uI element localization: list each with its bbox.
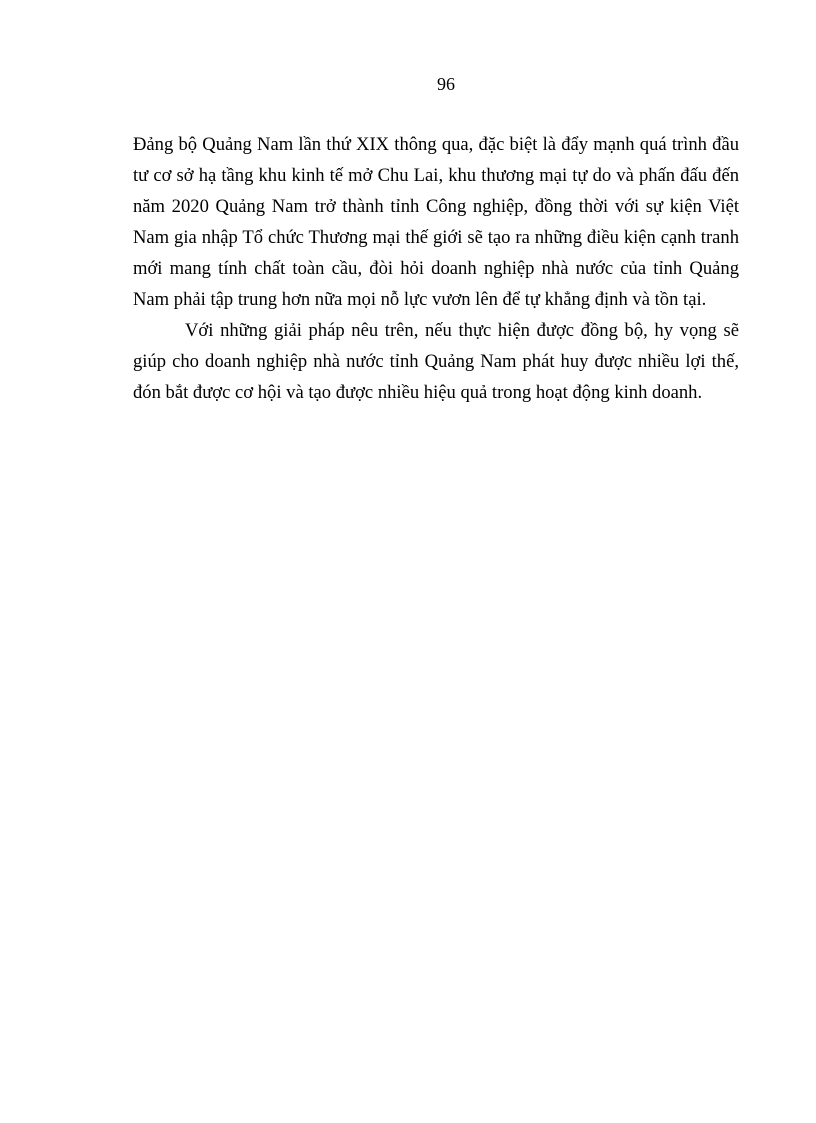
page-number: 96 xyxy=(437,74,455,94)
paragraph-continuation: Đảng bộ Quảng Nam lần thứ XIX thông qua, đặc biệt là đẩy mạnh quá trình đầu tư cơ sở hạ tầng khu kinh tế mở Chu Lai, khu thương mại tự do và phấn đấu đến năm 2020 Quảng Nam trở thành tỉnh Công nghiệp, đồng thời với sự kiện Việt Nam gia nhập Tổ chức Thương mại thế giới sẽ tạo ra những điều kiện cạnh tranh mới mang tính chất toàn cầu, đòi hỏi doanh nghiệp nhà nước của tỉnh Quảng Nam phải tập trung hơn nữa mọi nỗ lực vươn lên để tự khẳng định và tồn tại. xyxy=(133,134,739,310)
paragraph-conclusion: Với những giải pháp nêu trên, nếu thực hiện được đồng bộ, hy vọng sẽ giúp cho doanh nghiệp nhà nước tỉnh Quảng Nam phát huy được nhiều lợi thế, đón bắt được cơ hội và tạo được nhiều hiệu quả trong hoạt động kinh doanh. xyxy=(133,320,739,403)
body-text xyxy=(133,129,739,408)
